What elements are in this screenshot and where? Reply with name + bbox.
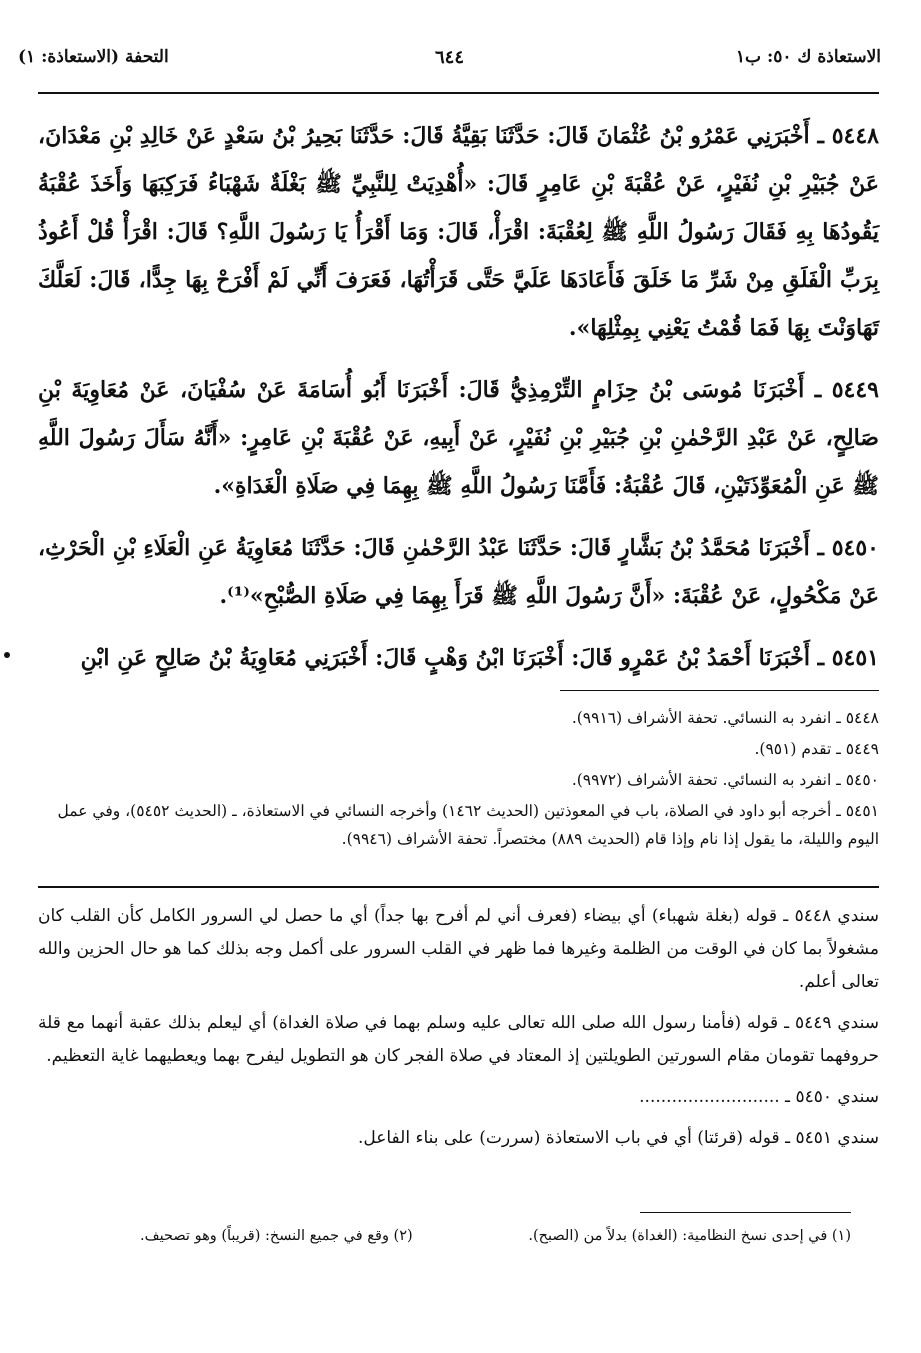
margin-dot [4, 652, 10, 658]
takhrij-notes [38, 704, 879, 856]
page-header [18, 42, 881, 72]
hadith-isnad: ـ أَخْبَرَنِي عَمْرُو بْنُ عُثْمَانَ قَالَ: حَدَّثَنَا بَقِيَّةُ قَالَ: حَدَّثَنَا بَحِيرُ بْنُ سَعْدٍ عَنْ خَالِدِ بْنِ مَعْدَانَ، عَنْ جُبَيْرِ بْنِ نُفَيْرٍ، عَنْ عُقْبَةَ بْنِ عَامِرٍ قَالَ: [38, 123, 879, 197]
hadith-matn: «أُهْدِيَتْ لِلنَّبِيِّ ﷺ بَغْلَةٌ شَهْبَاءُ فَرَكِبَهَا وَأَخَذَ عُقْبَةُ يَقُودُهَا بِهِ فَقَالَ رَسُولُ اللَّهِ ﷺ لِعُقْبَةَ: اقْرَأْ، قَالَ: وَمَا أَقْرَأُ يَا رَسُولَ اللَّهِ؟ قَالَ: اقْرَأْ قُلْ أَعُوذُ بِرَبِّ الْفَلَقِ مِنْ شَرِّ مَا خَلَقَ فَأَعَادَهَا عَلَيَّ حَتَّى قَرَأْتُهَا، فَعَرَفَ أَنِّي لَمْ أَفْرَحْ بِهَا جِدًّا، قَالَ: لَعَلَّكَ تَهَاوَنْتَ بِهَا فَمَا قُمْتُ يَعْنِي بِمِثْلِهَا». [38, 171, 879, 341]
page-number: ٦٤٤ [434, 46, 464, 68]
sindi-item: سندي ٥٤٥٠ ـ .......................... [639, 1087, 879, 1107]
header-chapter-ref: الاستعاذة ك ٥٠: ب١ [735, 47, 881, 67]
takhrij-divider [560, 690, 879, 691]
hadith-number: ٥٤٥٠ [831, 535, 879, 561]
hadith-isnad: ـ أَخْبَرَنَا مُوسَى بْنُ حِزَامٍ التِّرْمِذِيُّ قَالَ: أَخْبَرَنَا أَبُو أُسَامَةَ عَنْ سُفْيَانَ، عَنْ مُعَاوِيَةَ بْنِ صَالِحٍ، عَنْ عَبْدِ الرَّحْمٰنِ بْنِ جُبَيْرِ بْنِ نُفَيْرٍ، عَنْ أَبِيهِ، عَنْ عُقْبَةَ بْنِ عَامِرٍ: [38, 377, 879, 451]
sindi-item: سندي ٥٤٥١ ـ قوله (قرئتا) أي في باب الاستعاذة (سررت) على بناء الفاعل. [357, 1128, 879, 1148]
sindi-item: سندي ٥٤٤٨ ـ قوله (بغلة شهباء) أي بيضاء (فعرف أني لم أفرح بها جداً) أي ما حصل لي السرور الكامل كأن القلب كان مشغولاً بما كان في الوقت من الظلمة وغيرها فما ظهر في القلب السرور على أكمل وجه بذلك كما هو حال الحزين والله تعالى أعلم. [38, 906, 879, 992]
hadith-text [38, 112, 879, 696]
takhrij-item: ٥٤٥٠ ـ انفرد به النسائي. تحفة الأشراف (٩٩٧٢). [571, 771, 879, 789]
takhrij-item: ٥٤٥١ ـ أخرجه أبو داود في الصلاة، باب في المعوذتين (الحديث ١٤٦٢) وأخرجه النسائي في الاستعاذة، ـ (الحديث ٥٤٥٢)، وفي عمل اليوم والليلة، ما يقول إذا نام وإذا قام (الحديث ٨٨٩) مختصراً. تحفة الأشراف (٩٩٤٦). [57, 802, 879, 848]
footnote-1: (١) في إحدى نسخ النظامية: (الغداة) بدلاً من (الصبح). [528, 1228, 851, 1244]
hadith-5450 [38, 524, 879, 620]
footnote-divider [640, 1212, 851, 1213]
header-divider [38, 92, 879, 94]
takhrij-item: ٥٤٤٨ ـ انفرد به النسائي. تحفة الأشراف (٩٩١٦). [571, 709, 879, 727]
hadith-5448 [38, 112, 879, 352]
sindi-commentary [38, 900, 879, 1163]
hadith-matn: «أَنَّ رَسُولَ اللَّهِ ﷺ قَرَأَ بِهِمَا فِي صَلَاةِ الصُّبْحِ»⁽¹⁾. [219, 583, 666, 609]
hadith-number: ٥٤٤٩ [831, 377, 879, 403]
sindi-item: سندي ٥٤٤٩ ـ قوله (فأمنا رسول الله صلى الله تعالى عليه وسلم بهما في صلاة الغداة) أي ليعلم بذلك عقبة أنهما مع قلة حروفهما تقومان مقام السورتين الطويلتين إذ المعتاد في صلاة الفجر كان هو التطويل ليفرح بهما ويعطيهما غاية التعظيم. [38, 1013, 879, 1066]
hadith-5449 [38, 366, 879, 510]
hadith-matn: «أَنَّهُ سَأَلَ رَسُولَ اللَّهِ ﷺ عَنِ الْمُعَوِّذَتَيْنِ، قَالَ عُقْبَةُ: فَأَمَّنَا رَسُولُ اللَّهِ ﷺ بِهِمَا فِي صَلَاةِ الْغَدَاةِ». [38, 425, 879, 499]
takhrij-item: ٥٤٤٩ ـ تقدم (٩٥١). [754, 740, 879, 758]
hadith-isnad: ـ أَخْبَرَنَا مُحَمَّدُ بْنُ بَشَّارٍ قَالَ: حَدَّثَنَا عَبْدُ الرَّحْمٰنِ قَالَ: حَدَّثَنَا مُعَاوِيَةُ عَنِ الْعَلَاءِ بْنِ الْحَرْثِ، عَنْ مَكْحُولٍ، عَنْ عُقْبَةَ: [38, 535, 879, 609]
hadith-isnad: ـ أَخْبَرَنَا أَحْمَدُ بْنُ عَمْرٍو قَالَ: أَخْبَرَنَا ابْنُ وَهْبٍ قَالَ: أَخْبَرَنِي مُعَاوِيَةُ بْنُ صَالِحٍ عَنِ ابْنِ [80, 645, 825, 671]
footnotes [140, 1228, 851, 1244]
footnote-2: (٢) وقع في جميع النسخ: (قريباً) وهو تصحيف. [140, 1228, 413, 1244]
header-tuhfa-ref: التحفة (الاستعاذة: ١) [18, 47, 169, 67]
hadith-5451 [38, 634, 879, 682]
hadith-number: ٥٤٤٨ [831, 123, 879, 149]
sindi-divider [38, 886, 879, 888]
hadith-number: ٥٤٥١ [831, 645, 879, 671]
